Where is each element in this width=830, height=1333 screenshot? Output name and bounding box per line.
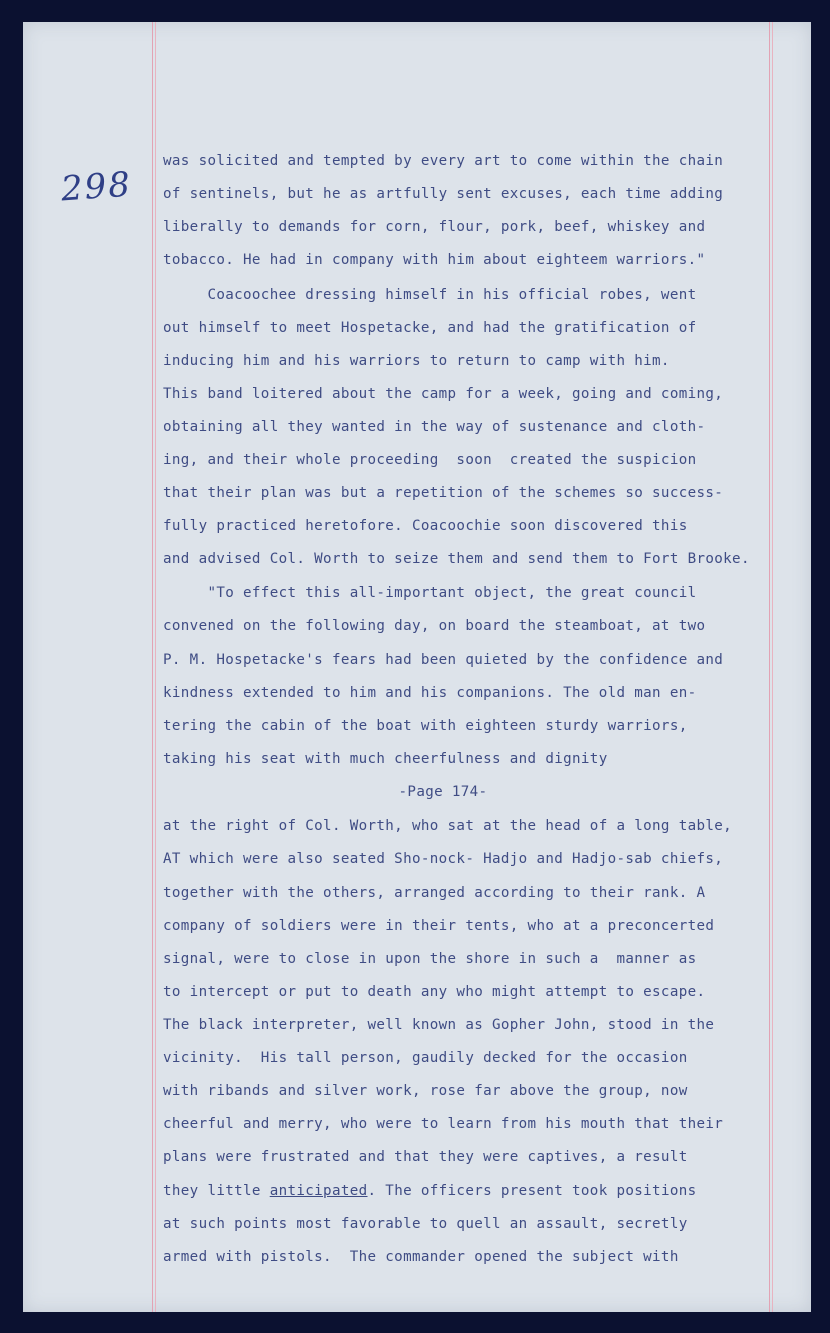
text-line: convened on the following day, on board the steamboat, at two [163, 618, 706, 634]
text-line: tering the cabin of the boat with eighteen sturdy warriors, [163, 718, 688, 734]
text-line: to intercept or put to death any who might attempt to escape. [163, 984, 706, 1000]
text-line: plans were frustrated and that they were captives, a result [163, 1149, 688, 1165]
text-line: was solicited and tempted by every art to come within the chain [163, 153, 724, 169]
text-line: of sentinels, but he as artfully sent excuses, each time adding [163, 186, 724, 202]
text-line: tobacco. He had in company with him about eighteem warriors." [163, 252, 706, 268]
text-line: company of soldiers were in their tents, who at a preconcerted [163, 918, 715, 934]
text-line: together with the others, arranged according to their rank. A [163, 885, 706, 901]
underlined-word: anticipated [269, 1183, 368, 1199]
text-line: "To effect this all-important object, the great council [163, 585, 697, 601]
typewritten-page [23, 22, 811, 1312]
text-line: that their plan was but a repetition of the schemes so success- [163, 485, 724, 501]
handwritten-page-number: 298 [59, 164, 134, 210]
text-line: vicinity. His tall person, gaudily decked for the occasion [163, 1050, 688, 1066]
text-line: This band loitered about the camp for a week, going and coming, [163, 386, 724, 402]
text-line: liberally to demands for corn, flour, pork, beef, whiskey and [163, 219, 706, 235]
text-line: out himself to meet Hospetacke, and had the gratification of [163, 320, 697, 336]
text-line: The black interpreter, well known as Gopher John, stood in the [163, 1017, 715, 1033]
page-footer-number: -Page 174- [398, 784, 488, 800]
text-line: taking his seat with much cheerfulness and dignity [163, 751, 608, 767]
text-line: armed with pistols. The commander opened the subject with [163, 1249, 679, 1265]
text-line: with ribands and silver work, rose far above the group, now [163, 1083, 688, 1099]
text-line: P. M. Hospetacke's fears had been quieted by the confidence and [163, 652, 724, 668]
text-line: at such points most favorable to quell an assault, secretly [163, 1216, 688, 1232]
text-line: kindness extended to him and his companions. The old man en- [163, 685, 697, 701]
text-line: obtaining all they wanted in the way of sustenance and cloth- [163, 419, 706, 435]
text-line: ing, and their whole proceeding soon created the suspicion [163, 452, 697, 468]
text-segment: they little [163, 1183, 270, 1199]
right-margin-rule [769, 22, 770, 1312]
text-line: inducing him and his warriors to return to camp with him. [163, 353, 670, 369]
text-line [163, 1182, 697, 1200]
text-line: cheerful and merry, who were to learn from his mouth that their [163, 1116, 724, 1132]
text-line: AT which were also seated Sho-nock- Hadjo and Hadjo-sab chiefs, [163, 851, 724, 867]
text-line: signal, were to close in upon the shore in such a manner as [163, 951, 697, 967]
text-line: fully practiced heretofore. Coacoochie soon discovered this [163, 518, 688, 534]
text-segment: . The officers present took positions [367, 1183, 697, 1199]
text-line: at the right of Col. Worth, who sat at the head of a long table, [163, 818, 733, 834]
text-line: Coacoochee dressing himself in his official robes, went [163, 287, 697, 303]
text-line: and advised Col. Worth to seize them and send them to Fort Brooke. [163, 551, 750, 567]
left-margin-rule [152, 22, 153, 1312]
